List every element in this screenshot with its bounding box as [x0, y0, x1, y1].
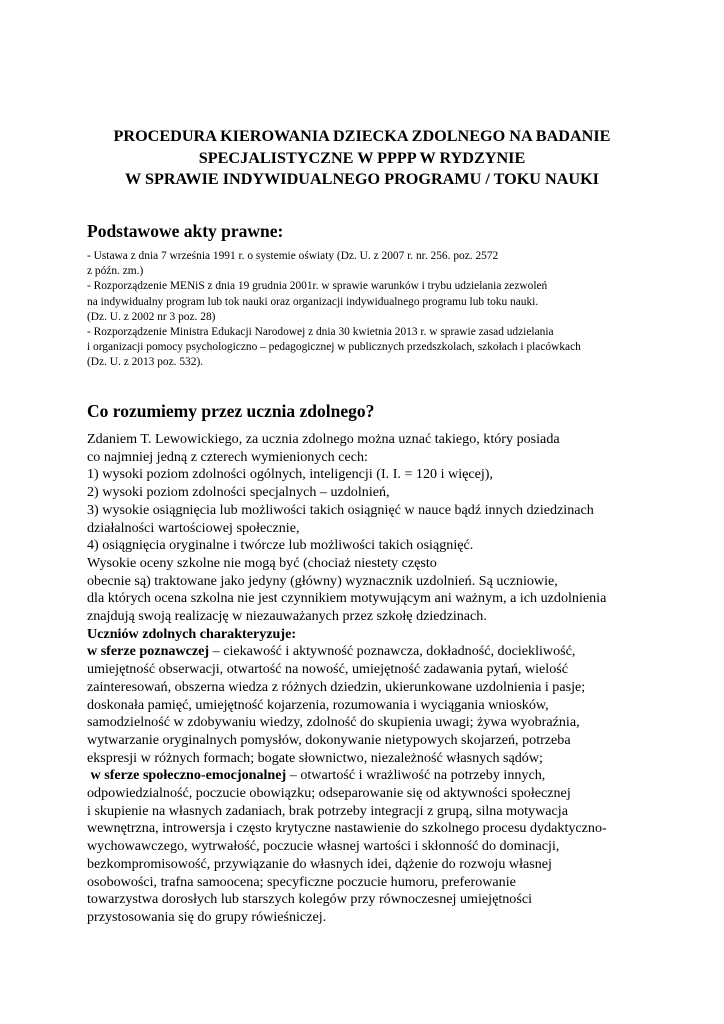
cognitive-sphere-line: [87, 643, 607, 661]
characteristics-heading-text: Uczniów zdolnych charakteryzuje:: [87, 625, 297, 642]
document-title: [40, 126, 684, 191]
legal-act-line: (Dz. U. z 2002 nr 3 poz. 28): [87, 310, 216, 323]
section-heading-gifted-student: Co rozumiemy przez ucznia zdolnego?: [87, 401, 375, 421]
paragraph-line: samodzielność w zdobywaniu wiedzy, zdolność do skupienia uwagi; żywa wyobraźnia,: [87, 714, 580, 731]
paragraph-line: osobowości, trafna samoocena; specyficzne poczucie humoru, preferowanie: [87, 873, 516, 890]
paragraph-line: co najmniej jedną z czterech wymienionych cech:: [87, 448, 368, 465]
paragraph-line: obecnie są) traktowane jako jedyny (główny) wyznacznik uzdolnień. Są uczniowie,: [87, 572, 558, 589]
paragraph-line: Wysokie oceny szkolne nie mogą być (chociaż niestety często: [87, 554, 437, 571]
paragraph-line: odpowiedzialność, poczucie obowiązku; odseparowanie się od aktywności społecznej: [87, 785, 571, 802]
gifted-student-text: [87, 431, 607, 927]
paragraph-line: i skupienie na własnych zadaniach, brak potrzeby integracji z grupą, silna motywacja: [87, 802, 568, 819]
paragraph-line: bezkompromisowość, przywiązanie do własnych idei, dążenie do rozwoju własnej: [87, 855, 552, 872]
paragraph-line: przystosowania się do grupy rówieśniczej.: [87, 908, 327, 925]
paragraph-line: 4) osiągnięcia oryginalne i twórcze lub możliwości takich osiągnięć.: [87, 537, 474, 554]
paragraph-line: towarzystwa dorosłych lub starszych kolegów przy równoczesnej umiejętności: [87, 891, 532, 908]
legal-act-line: i organizacji pomocy psychologiczno – pedagogicznej w publicznych przedszkolach, szkołach i placówkach: [87, 341, 581, 354]
social-sphere-text: – otwartość i wrażliwość na potrzeby innych,: [286, 767, 546, 784]
legal-act-line: - Ustawa z dnia 7 września 1991 r. o systemie oświaty (Dz. U. z 2007 r. nr. 256. poz. 2572: [87, 250, 499, 262]
paragraph-line: dla których ocena szkolna nie jest czynnikiem motywującym ani ważnym, a ich uzdolnienia: [87, 590, 607, 607]
cognitive-sphere-text: – ciekawość i aktywność poznawcza, dokładność, dociekliwość,: [209, 643, 576, 660]
characteristics-heading: [87, 626, 607, 644]
title-line: SPECJALISTYCZNE W PPPP W RYDZYNIE: [198, 148, 526, 167]
paragraph-line: zainteresowań, obszerna wiedza z różnych dziedzin, ukierunkowane uzdolnienia i pasje;: [87, 678, 586, 695]
section-heading-legal-acts: Podstawowe akty prawne:: [87, 221, 284, 241]
social-sphere-line: [87, 767, 607, 785]
legal-act-line: z późn. zm.): [87, 265, 144, 278]
title-line: PROCEDURA KIEROWANIA DZIECKA ZDOLNEGO NA BADANIE: [113, 127, 611, 145]
paragraph-line: Zdaniem T. Lewowickiego, za ucznia zdolnego można uznać takiego, który posiada: [87, 431, 560, 447]
cognitive-sphere-label: w sferze poznawczej: [87, 643, 210, 660]
legal-act-line: - Rozporządzenie MENiS z dnia 19 grudnia 2001r. w sprawie warunków i trybu udzielania zezwoleń: [87, 280, 548, 293]
social-sphere-label: w sferze społeczno-emocjonalnej: [87, 767, 287, 784]
paragraph-line: 3) wysokie osiągnięcia lub możliwości takich osiągnięć w nauce bądź innych dziedzinach: [87, 501, 594, 518]
paragraph-line: wewnętrzna, introwersja i często krytyczne nastawienie do szkolnego procesu dydaktyczno-: [87, 820, 607, 837]
legal-act-line: (Dz. U. z 2013 poz. 532).: [87, 356, 204, 369]
paragraph-line: znajdują swoją realizację w niezauważanych przez szkołę dziedzinach.: [87, 608, 487, 625]
legal-act-line: - Rozporządzenie Ministra Edukacji Narodowej z dnia 30 kwietnia 2013 r. w sprawie zasad udzielania: [87, 326, 554, 339]
paragraph-line: 1) wysoki poziom zdolności ogólnych, inteligencji (I. I. = 120 i więcej),: [87, 466, 494, 483]
paragraph-line: ekspresji w różnych formach; bogate słownictwo, niezależność własnych sądów;: [87, 749, 543, 766]
paragraph-line: wytwarzanie oryginalnych pomysłów, dokonywanie nietypowych skojarzeń, potrzeba: [87, 731, 571, 748]
title-line: W SPRAWIE INDYWIDUALNEGO PROGRAMU / TOKU NAUKI: [125, 170, 599, 188]
paragraph-line: wychowawczego, wytrwałość, poczucie własnej wartości i skłonność do dominacji,: [87, 838, 560, 855]
paragraph-line: działalności wartościowej społecznie,: [87, 519, 300, 536]
legal-act-line: na indywidualny program lub tok nauki oraz organizacji indywidualnego programu lub toku nauki.: [87, 295, 539, 308]
paragraph-line: doskonała pamięć, umiejętność kojarzenia, rozumowania i wyciągania wniosków,: [87, 696, 549, 713]
legal-acts-list: [87, 249, 581, 371]
paragraph-line: umiejętność obserwacji, otwartość na nowość, umiejętność zadawania pytań, wielość: [87, 661, 568, 678]
paragraph-line: 2) wysoki poziom zdolności specjalnych – uzdolnień,: [87, 484, 390, 501]
